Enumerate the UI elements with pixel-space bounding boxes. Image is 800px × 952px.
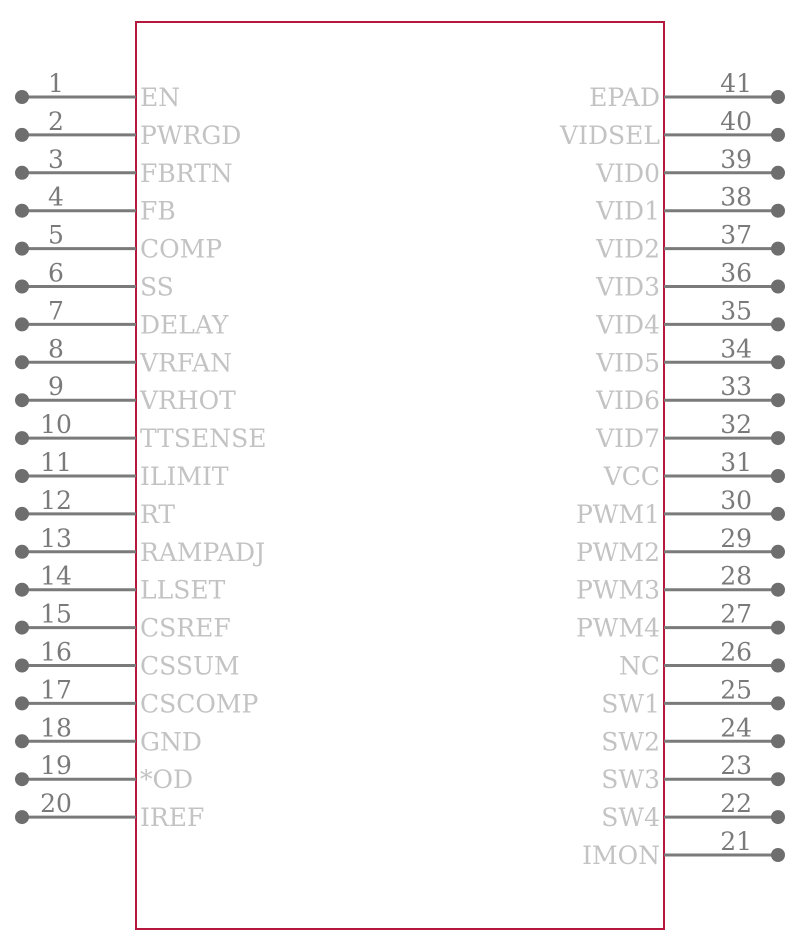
pin-dot [771, 621, 785, 635]
pin-dot [15, 355, 29, 369]
pin-name: COMP [140, 234, 223, 264]
pin-8 [15, 334, 232, 377]
pin-number: 6 [48, 258, 64, 288]
pin-dot [15, 507, 29, 521]
pin-37 [595, 221, 785, 264]
pin-name: DELAY [140, 310, 229, 340]
pin-dot [771, 583, 785, 597]
pin-name: SW3 [601, 765, 660, 795]
pin-name: VID2 [596, 234, 660, 264]
pin-1 [15, 69, 180, 112]
pin-39 [595, 145, 785, 188]
pin-29 [576, 524, 785, 567]
pin-dot [15, 621, 29, 635]
pin-dot [771, 469, 785, 483]
left-pin-group [15, 69, 266, 832]
pin-name: PWM4 [575, 613, 660, 643]
pin-12 [15, 486, 175, 529]
pin-36 [595, 259, 785, 302]
pin-dot [771, 166, 785, 180]
pin-24 [601, 713, 785, 756]
pin-dot [771, 734, 785, 748]
pin-26 [619, 638, 785, 681]
pin-name: NC [618, 651, 660, 681]
pin-dot [771, 90, 785, 104]
pin-dot [771, 545, 785, 559]
pin-number: 37 [720, 220, 752, 250]
pin-number: 20 [40, 789, 72, 819]
pin-dot [771, 317, 785, 331]
pin-dot [771, 507, 785, 521]
pin-name: SW4 [601, 803, 660, 833]
pin-name: VID5 [596, 348, 660, 378]
pin-15 [15, 600, 231, 643]
pin-11 [15, 448, 229, 491]
pin-41 [589, 69, 785, 112]
pin-23 [601, 751, 785, 794]
pin-name: CSCOMP [140, 689, 259, 719]
pin-number: 10 [40, 410, 72, 440]
pin-number: 16 [40, 637, 72, 667]
pin-25 [601, 675, 785, 718]
pin-10 [15, 410, 266, 453]
pin-dot [771, 659, 785, 673]
pin-number: 38 [720, 182, 752, 212]
pin-6 [15, 259, 174, 302]
pin-name: VID4 [596, 310, 660, 340]
pin-number: 13 [40, 523, 72, 553]
pin-dot [15, 810, 29, 824]
pin-name: FB [140, 196, 176, 226]
pin-name: RAMPADJ [140, 537, 266, 567]
pin-dot [15, 734, 29, 748]
pin-number: 40 [720, 106, 752, 136]
pin-number: 8 [48, 334, 64, 364]
pin-name: CSREF [140, 613, 231, 643]
pin-3 [15, 145, 233, 188]
pin-number: 19 [40, 751, 72, 781]
pin-number: 3 [48, 144, 64, 174]
pin-34 [595, 334, 785, 377]
pin-28 [576, 562, 785, 605]
pin-number: 4 [48, 182, 64, 212]
pin-name: VID3 [596, 272, 660, 302]
pin-dot [771, 772, 785, 786]
pin-name: PWM2 [575, 537, 660, 567]
pin-name: SW2 [601, 727, 660, 757]
pin-name: VRFAN [140, 348, 232, 378]
pin-name: VIDSEL [560, 120, 660, 150]
pin-number: 35 [720, 296, 752, 326]
pin-dot [15, 393, 29, 407]
pin-name: VID0 [596, 158, 660, 188]
pin-name: EN [140, 83, 181, 112]
pin-38 [595, 183, 785, 226]
pin-number: 36 [720, 258, 752, 288]
pin-dot [15, 242, 29, 256]
pin-number: 17 [40, 675, 72, 705]
pin-30 [576, 486, 785, 529]
pin-dot [771, 280, 785, 294]
pin-20 [15, 789, 204, 832]
pin-dot [771, 810, 785, 824]
pin-name: VID6 [596, 386, 660, 416]
pin-number: 32 [720, 410, 752, 440]
pin-dot [15, 204, 29, 218]
pin-dot [15, 317, 29, 331]
pin-21 [582, 827, 785, 870]
pin-name: ILIMIT [140, 462, 229, 491]
pin-name: EPAD [589, 83, 660, 112]
pin-5 [15, 221, 222, 264]
pin-dot [771, 848, 785, 862]
pin-name: SS [140, 272, 174, 302]
pin-name: VCC [603, 462, 660, 491]
pin-number: 9 [48, 372, 64, 402]
pin-name: RT [140, 499, 176, 529]
pin-dot [15, 659, 29, 673]
pin-dot [15, 545, 29, 559]
pin-number: 29 [720, 523, 752, 553]
pin-number: 23 [720, 751, 752, 781]
pin-number: 34 [720, 334, 752, 364]
pin-number: 15 [40, 599, 72, 629]
pin-number: 5 [48, 220, 64, 250]
pin-dot [771, 242, 785, 256]
pin-dot [15, 166, 29, 180]
pin-22 [601, 789, 785, 832]
pin-name: LLSET [140, 575, 226, 605]
pin-dot [15, 696, 29, 710]
pin-dot [771, 696, 785, 710]
pin-number: 28 [720, 561, 752, 591]
pin-number: 33 [720, 372, 752, 402]
pin-dot [15, 772, 29, 786]
pin-40 [559, 107, 785, 150]
pin-name: VID1 [596, 196, 660, 226]
pin-13 [15, 524, 265, 567]
pin-name: *OD [140, 765, 194, 795]
pin-number: 27 [720, 599, 752, 629]
pin-dot [15, 469, 29, 483]
pin-number: 7 [48, 296, 64, 326]
pin-4 [15, 183, 176, 226]
pin-14 [15, 562, 226, 605]
pin-number: 21 [720, 827, 752, 856]
pin-number: 24 [720, 713, 752, 743]
pin-number: 31 [720, 448, 752, 477]
pin-19 [15, 751, 193, 794]
pin-35 [595, 296, 785, 339]
pin-33 [595, 372, 785, 415]
pin-name: IREF [140, 803, 205, 833]
pin-name: CSSUM [140, 651, 240, 681]
pin-number: 30 [720, 485, 752, 515]
pin-dot [771, 128, 785, 142]
pin-number: 18 [40, 713, 72, 743]
pin-name: VID7 [596, 424, 660, 454]
pin-number: 1 [48, 69, 64, 98]
pin-number: 41 [720, 69, 752, 98]
pin-name: IMON [582, 841, 660, 870]
pin-9 [15, 372, 236, 415]
pin-name: PWM1 [575, 499, 660, 529]
pin-name: VRHOT [140, 386, 236, 416]
pin-name: PWM3 [575, 575, 660, 605]
pin-dot [771, 204, 785, 218]
pin-number: 25 [720, 675, 752, 705]
pin-number: 39 [720, 144, 752, 174]
pin-name: FBRTN [140, 158, 233, 188]
pin-18 [15, 713, 202, 756]
pin-name: TTSENSE [140, 424, 267, 454]
pin-dot [15, 280, 29, 294]
pin-dot [15, 431, 29, 445]
pin-dot [15, 90, 29, 104]
pin-27 [576, 600, 785, 643]
pin-number: 14 [40, 561, 72, 591]
pin-number: 2 [48, 106, 64, 136]
pin-dot [771, 431, 785, 445]
pin-number: 22 [720, 789, 752, 819]
pin-31 [603, 448, 785, 491]
pin-name: GND [140, 727, 202, 757]
pin-number: 11 [40, 448, 72, 477]
pin-dot [15, 128, 29, 142]
pin-dot [771, 355, 785, 369]
pin-name: SW1 [601, 689, 660, 719]
right-pin-group [559, 69, 785, 870]
pin-number: 12 [40, 485, 72, 515]
pin-name: PWRGD [140, 120, 242, 150]
pin-number: 26 [720, 637, 752, 667]
pin-2 [15, 107, 241, 150]
pin-7 [15, 296, 229, 339]
pin-16 [15, 638, 240, 681]
pin-32 [595, 410, 785, 453]
pin-dot [771, 393, 785, 407]
pin-dot [15, 583, 29, 597]
